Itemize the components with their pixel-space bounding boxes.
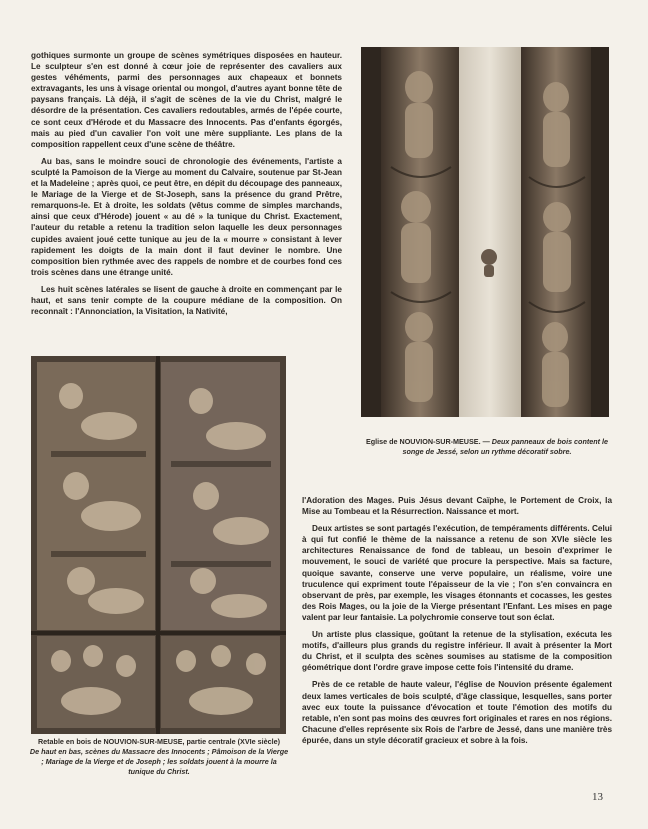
paragraph: Près de ce retable de haute valeur, l'église de Nouvion présente également deux lames verticales de bois sculpté, d'âge classique, lesquelles, sans porter avec eux toute la puissance d'évocation et toute l'émotion des motifs du retable, n'en sont pas moins des œuvres fort originales et rares en nos régions. Chacune d'elles représente six Rois de l'arbre de Jessé, dans une manière très épurée, dans un style décoratif gracieux et sobre à la fois. [302,680,612,745]
left-text-column [31,50,342,323]
panels-caption [362,437,612,457]
retable-image [31,356,286,734]
page-number: 13 [592,791,603,803]
paragraph: Les huit scènes latérales se lisent de gauche à droite en commençant par le haut, et sans tenir compte de la coupure médiane de la composition. On reconnaît : l'Annonciation, la Visitation, la Nativité, [31,284,342,317]
caption-title: Retable en bois de NOUVION-SUR-MEUSE, partie centrale (XVIe siècle) [37,737,281,746]
carved-panels-photo [361,47,609,417]
paragraph: Deux artistes se sont partagés l'exécution, de tempéraments différents. Celui à qui fut confié le thème de la naissance a retenu de son XVIe siècle les architectures Renaissance de fond de tableau, un besoin d'exprimer le mouvement, le souci de variété que procure la perspective. Mais sa facture, quoique savante, conserve une verve populaire, un réalisme, voire une truculence qui expriment toute l'épaisseur de la vie ; l'on s'en convaincra en observant de près, par exemple, les visages étonnants et cocasses, les gestes des Rois Mages, ou la joie de la Vierge présentant l'Enfant. Les mises en page valent par leur fantaisie. La polychromie conserve tout son éclat. [302,524,612,622]
paragraph: gothiques surmonte un groupe de scènes symétriques disposées en hauteur. Le sculpteur s'en est donné à cœur joie de représenter des cavaliers aux gestes véhéments, parmi des personnages aux chapeaux et bonnets extravagants, les uns à visage oriental ou mongol, d'autres ayant bonne tête de paysans français. Là déjà, il s'agit de scènes de la vie du Christ, malgré le désordre de la présentation. Ces cavaliers redoutables, armés de l'épée courte, ce sont ceux d'Hérode et du Massacre des Innocents. Pas d'enfants égorgés, mais au pied d'un cavalier l'on voit une mère suppliante. Les plans de la composition rappellent ceux d'une scène de théâtre. [31,51,342,149]
carved-panels-image [361,47,609,417]
caption-title: Eglise de NOUVION-SUR-MEUSE. — [365,437,490,446]
retable-photo [31,356,286,734]
caption-body: De haut en bas, scènes du Massacre des Innocents ; Pâmoison de la Vierge ; Mariage de la Vierge et de Joseph ; les soldats jouent à la mourre la tunique du Christ. [29,747,289,776]
retable-caption [28,737,290,777]
paragraph: Un artiste plus classique, goûtant la retenue de la stylisation, exécuta les motifs, d'ailleurs plus grands du registre inférieur. Il avait à présenter la Mort du Christ, et il sculpta des scènes soumises au statisme de la composition géométrique dont l'ordre grave impose cette fois l'intensité du drame. [302,630,612,673]
caption-body: Deux panneaux de bois content le songe de Jessé, selon un rythme décoratif sobre. [402,437,609,456]
paragraph: Au bas, sans le moindre souci de chronologie des événements, l'artiste a sculpté la Pamoison de la Vierge au moment du Calvaire, soutenue par St-Jean et la Madeleine ; après quoi, ce peut être, en dépit du découpage des panneaux, le Mariage de la Vierge et de St-Joseph, sans la présence du grand Prêtre, remarquons-le. Et à droite, les soldats (vêtus comme de simples marchands, ainsi que ceux d'Hérode) jouent « au dé » la tunique du Christ. Exactement, l'auteur du retable a retenu la tradition selon laquelle les deux personnages cupides avaient joué cette tunique au jeu de la « mourre » consistant à lever rapidement les doigts de la main dont il faut deviner le nombre. Une composition bien rythmée avec des rappels de nombre et de courbes fond ces trois scènes dans une étrange unité. [31,156,342,277]
right-text-column [302,495,612,752]
paragraph: l'Adoration des Mages. Puis Jésus devant Caïphe, le Portement de Croix, la Mise au Tombeau et la Résurrection. Naissance et mort. [302,496,612,517]
